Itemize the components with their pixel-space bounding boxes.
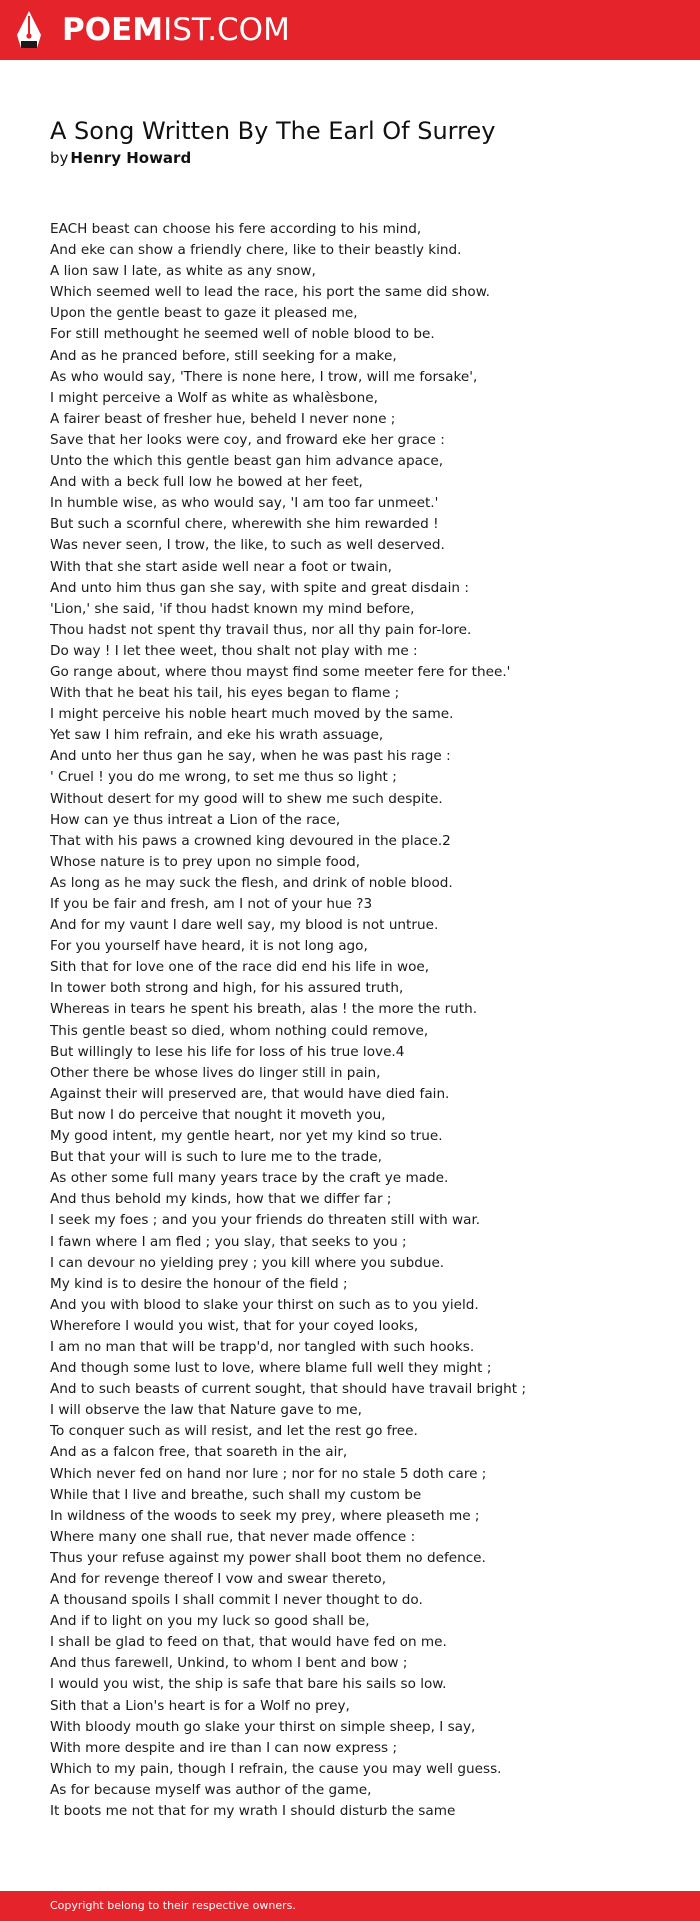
poem-line: Where many one shall rue, that never made offence : xyxy=(50,1528,416,1545)
poem-line: Yet saw I him refrain, and eke his wrath assuage, xyxy=(50,727,384,744)
poem-line: ' Cruel ! you do me wrong, to set me thus so light ; xyxy=(50,769,397,786)
poem-line: How can ye thus intreat a Lion of the race, xyxy=(50,811,341,828)
poem-line: Which to my pain, though I refrain, the cause you may well guess. xyxy=(50,1760,502,1777)
poem-line: And you with blood to slake your thirst on such as to you yield. xyxy=(50,1296,479,1313)
poem-line: And if to light on you my luck so good shall be, xyxy=(50,1613,370,1630)
poem-line: Was never seen, I trow, the like, to such as well deserved. xyxy=(50,537,445,554)
poem-line: And for my vaunt I dare well say, my blood is not untrue. xyxy=(50,917,439,934)
poem-line: Against their will preserved are, that would have died fain. xyxy=(50,1085,450,1102)
poem-line: For you yourself have heard, it is not long ago, xyxy=(50,938,368,955)
poem-line: I shall be glad to feed on that, that would have fed on me. xyxy=(50,1634,447,1651)
poem-line: I might perceive his noble heart much moved by the same. xyxy=(50,706,454,723)
poem-line: To conquer such as will resist, and let the rest go free. xyxy=(50,1423,418,1440)
top-bar xyxy=(0,0,700,60)
poem-body xyxy=(50,219,670,1822)
poem-line: In humble wise, as who would say, 'I am too far unmeet.' xyxy=(50,495,439,512)
poem-line: Unto the which this gentle beast gan him advance apace, xyxy=(50,453,444,470)
poem-line: Upon the gentle beast to gaze it pleased me, xyxy=(50,305,358,322)
poem-line: EACH beast can choose his fere according to his mind, xyxy=(50,221,422,237)
poem-line: Thus your refuse against my power shall boot them no defence. xyxy=(50,1549,486,1566)
poem-line: And unto him thus gan she say, with spite and great disdain : xyxy=(50,579,469,596)
poem-line: With bloody mouth go slake your thirst on simple sheep, I say, xyxy=(50,1718,476,1735)
poem-line: I will observe the law that Nature gave to me, xyxy=(50,1402,362,1419)
poem-line: In tower both strong and high, for his assured truth, xyxy=(50,980,404,997)
logo-wordmark xyxy=(62,10,290,50)
poem-line: And eke can show a friendly chere, like to their beastly kind. xyxy=(50,242,462,259)
poem-line: With that he beat his tail, his eyes began to flame ; xyxy=(50,685,400,702)
poem-line: If you be fair and fresh, am I not of your hue ?3 xyxy=(50,896,373,912)
copyright-text: Copyright belong to their respective owners. xyxy=(50,1899,296,1912)
pen-nib-icon xyxy=(16,10,42,50)
logo-light-text: IST.COM xyxy=(163,12,290,48)
poem-line: As other some full many years trace by the craft ye made. xyxy=(50,1170,449,1187)
poem-line: A fairer beast of fresher hue, beheld I never none ; xyxy=(50,410,396,427)
poem-line: But now I do perceive that nought it moveth you, xyxy=(50,1106,386,1123)
poem-line: As for because myself was author of the game, xyxy=(50,1781,372,1798)
poem-line: But such a scornful chere, wherewith she him rewarded ! xyxy=(50,516,439,533)
poem-line: Wherefore I would you wist, that for your coyed looks, xyxy=(50,1317,419,1334)
poem-line: For still methought he seemed well of noble blood to be. xyxy=(50,326,435,343)
poem-line: Go range about, where thou mayst find some meeter fere for thee.' xyxy=(50,663,511,680)
byline xyxy=(50,148,191,168)
poem-line: A thousand spoils I shall commit I never thought to do. xyxy=(50,1592,423,1609)
poem-line: And thus farewell, Unkind, to whom I bent and bow ; xyxy=(50,1655,408,1672)
site-logo[interactable] xyxy=(16,10,290,50)
poem-line: 'Lion,' she said, 'if thou hadst known my mind before, xyxy=(50,600,415,617)
author-name: Henry Howard xyxy=(70,149,192,167)
poem-line: But willingly to lese his life for loss of his true love.4 xyxy=(50,1043,405,1060)
poem-line: Whose nature is to prey upon no simple food, xyxy=(50,853,361,870)
poem-line: I can devour no yielding prey ; you kill where you subdue. xyxy=(50,1254,445,1271)
poem-line: A lion saw I late, as white as any snow, xyxy=(50,263,316,280)
poem-line: I fawn where I am fled ; you slay, that seeks to you ; xyxy=(50,1233,407,1250)
poem-line: But that your will is such to lure me to the trade, xyxy=(50,1149,382,1166)
poem-line: As long as he may suck the flesh, and drink of noble blood. xyxy=(50,874,453,891)
poem-line: I seek my foes ; and you your friends do threaten still with war. xyxy=(50,1212,481,1229)
poem-line: Sith that for love one of the race did end his life in woe, xyxy=(50,959,430,976)
poem-line: And to such beasts of current sought, that should have travail bright ; xyxy=(50,1381,527,1398)
poem-line: Without desert for my good will to shew me such despite. xyxy=(50,790,443,807)
poem-title: A Song Written By The Earl Of Surrey xyxy=(50,117,496,145)
poem-line: In wildness of the woods to seek my prey, where pleaseth me ; xyxy=(50,1507,480,1524)
poem-line: That with his paws a crowned king devoured in the place.2 xyxy=(50,832,451,849)
poem-line: And unto her thus gan he say, when he was past his rage : xyxy=(50,748,451,765)
poem-line: Which never fed on hand nor lure ; nor for no stale 5 doth care ; xyxy=(50,1465,487,1482)
poem-line: And for revenge thereof I vow and swear thereto, xyxy=(50,1571,387,1587)
poem-line: Sith that a Lion's heart is for a Wolf no prey, xyxy=(50,1697,350,1714)
poem-line: Save that her looks were coy, and froward eke her grace : xyxy=(50,431,445,448)
poem-line: And as he pranced before, still seeking for a make, xyxy=(50,347,397,364)
poem-line: Which seemed well to lead the race, his port the same did show. xyxy=(50,284,490,301)
poem-line: And with a beck full low he bowed at her feet, xyxy=(50,474,363,491)
poem-line: While that I live and breathe, such shall my custom be xyxy=(50,1486,422,1503)
poem-line: I would you wist, the ship is safe that bare his sails so low. xyxy=(50,1676,447,1693)
poem-line: With that she start aside well near a foot or twain, xyxy=(50,558,392,575)
poem-line: As who would say, 'There is none here, I trow, will me forsake', xyxy=(50,368,478,385)
poem-line: Do way ! I let thee weet, thou shalt not play with me : xyxy=(50,642,418,659)
poem-line: And thus behold my kinds, how that we differ far ; xyxy=(50,1191,392,1208)
poem-line: It boots me not that for my wrath I should disturb the same xyxy=(50,1803,456,1820)
poem-line: With more despite and ire than I can now express ; xyxy=(50,1739,398,1756)
poem-line: And though some lust to love, where blame full well they might ; xyxy=(50,1360,492,1377)
footer-bar xyxy=(0,1891,700,1921)
poem-line: I might perceive a Wolf as white as whalèsbone, xyxy=(50,389,378,406)
logo-bold-text: POEM xyxy=(62,12,164,48)
poem-line: Whereas in tears he spent his breath, alas ! the more the ruth. xyxy=(50,1001,478,1018)
poem-line: My good intent, my gentle heart, nor yet my kind so true. xyxy=(50,1128,443,1145)
poem-line: My kind is to desire the honour of the field ; xyxy=(50,1275,348,1292)
poem-line: This gentle beast so died, whom nothing could remove, xyxy=(50,1022,429,1039)
poem-line: Other there be whose lives do linger still in pain, xyxy=(50,1064,381,1081)
by-label: by xyxy=(50,149,69,167)
poem-line: Thou hadst not spent thy travail thus, nor all thy pain for-lore. xyxy=(50,621,472,638)
poem-line: And as a falcon free, that soareth in the air, xyxy=(50,1444,348,1461)
poem-line: I am no man that will be trapp'd, nor tangled with such hooks. xyxy=(50,1338,475,1355)
